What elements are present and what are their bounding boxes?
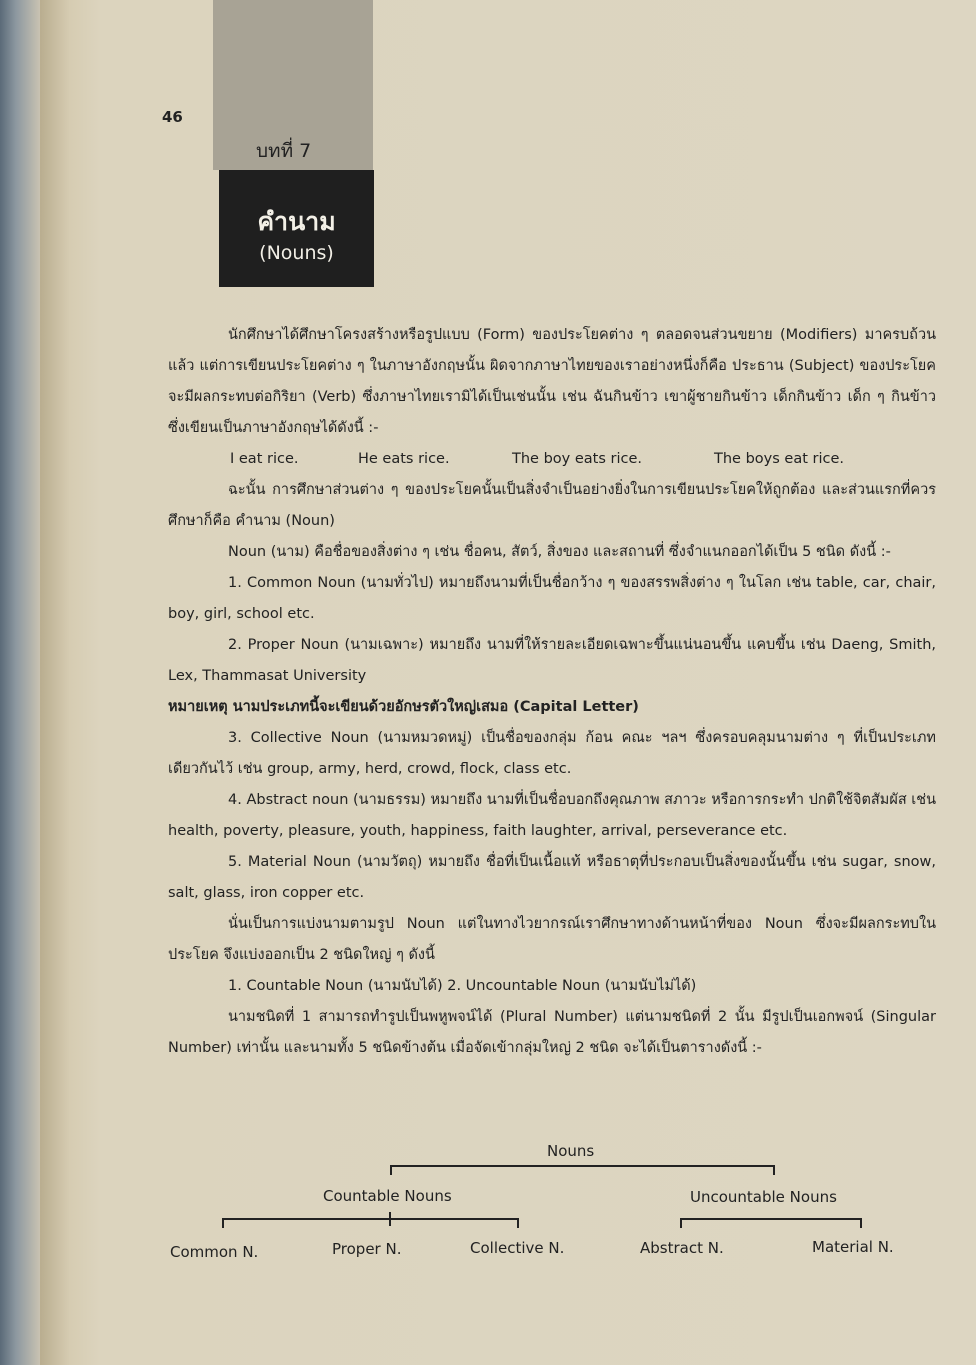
example-sentence: The boys eat rice. [714,451,844,467]
chapter-title-box [219,170,374,287]
chapter-title-thai: คำนาม [257,207,336,236]
grammar-division-paragraph: นั่นเป็นการแบ่งนามตามรูป Noun แต่ในทางไวยากรณ์เราศึกษาทางด้านหน้าที่ของ Noun ซึ่งจะมีผลกระทบในประโยค จึงแบ่งออกเป็น 2 ชนิดใหญ่ ๆ ดังนี้ [168,916,936,963]
chapter-title-english: (Nouns) [259,242,334,264]
body-text [168,320,936,1064]
tree-leaf-collective: Collective N. [470,1239,565,1257]
noun-type-common: 1. Common Noun (นามทั่วไป) หมายถึงนามที่เป็นชื่อกว้าง ๆ ของสรรพสิ่งต่าง ๆ ในโลก เช่น table, car, chair, boy, girl, school etc. [168,575,936,622]
tree-uncountable-label: Uncountable Nouns [690,1188,837,1206]
number-paragraph: นามชนิดที่ 1 สามารถทำรูปเป็นพหูพจน์ได้ (Plural Number) แต่นามชนิดที่ 2 นั้น มีรูปเป็นเอกพจน์ (Singular Number) เท่านั้น และนามทั้ง 5 ชนิดข้างต้น เมื่อจัดเข้ากลุ่มใหญ่ 2 ชนิด จะได้เป็นตารางดังนี้ :- [168,1009,936,1056]
example-sentence: I eat rice. [230,451,299,467]
noun-type-proper: 2. Proper Noun (นามเฉพาะ) หมายถึง นามที่ให้รายละเอียดเฉพาะขึ้นแน่นอนขึ้น แคบขึ้น เช่น Daeng, Smith, Lex, Thammasat University [168,637,936,684]
tree-leaf-material: Material N. [812,1238,894,1256]
noun-type-collective: 3. Collective Noun (นามหมวดหมู่) เป็นชื่อของกลุ่ม ก้อน คณะ ฯลฯ ซึ่งครอบคลุมนามต่าง ๆ ที่เป็นประเภทเดียวกันไว้ เช่น group, army, herd, crowd, flock, class etc. [168,730,936,777]
tree-leaf-proper: Proper N. [332,1240,402,1258]
example-sentences [168,444,936,475]
noun-type-abstract: 4. Abstract noun (นามธรรม) หมายถึง นามที่เป็นชื่อบอกถึงคุณภาพ สภาวะ หรือการกระทำ ปกติใช้จิตสัมผัส เช่น health, poverty, pleasure, youth, happiness, faith laughter, arrival, perseverance etc. [168,792,936,839]
book-spine-edge [0,0,40,1365]
note-capital-letter: หมายเหตุ นามประเภทนี้จะเขียนด้วยอักษรตัวใหญ่เสมอ (Capital Letter) [168,699,639,715]
example-sentence: The boy eats rice. [512,451,642,467]
tree-root-label: Nouns [547,1142,595,1160]
intro-paragraph-1: นักศึกษาได้ศึกษาโครงสร้างหรือรูปแบบ (Form) ของประโยคต่าง ๆ ตลอดจนส่วนขยาย (Modifiers) มาครบถ้วนแล้ว แต่การเขียนประโยคต่าง ๆ ในภาษาอังกฤษนั้น ผิดจากภาษาไทยของเราอย่างหนึ่งก็คือ ประธาน (Subject) ของประโยคจะมีผลกระทบต่อกิริยา (Verb) ซึ่งภาษาไทยเรามิได้เป็นเช่นนั้น เช่น ฉันกินข้าว เขาผู้ชายกินข้าว เด็กกินข้าว เด็ก ๆ กินข้าว ซึ่งเขียนเป็นภาษาอังกฤษได้ดังนี้ :- [168,327,936,436]
intro-paragraph-3: Noun (นาม) คือชื่อของสิ่งต่าง ๆ เช่น ชื่อคน, สัตว์, สิ่งของ และสถานที่ ซึ่งจำแนกออกได้เป็น 5 ชนิด ดังนี้ :- [228,544,891,560]
tree-leaf-common: Common N. [170,1243,259,1261]
main-noun-types: 1. Countable Noun (นามนับได้) 2. Uncountable Noun (นามนับไม่ได้) [228,978,697,994]
tree-leaf-abstract: Abstract N. [640,1239,724,1257]
page-number: 46 [162,108,183,126]
tree-countable-label: Countable Nouns [323,1187,452,1205]
intro-paragraph-2: ฉะนั้น การศึกษาส่วนต่าง ๆ ของประโยคนั้นเป็นสิ่งจำเป็นอย่างยิ่งในการเขียนประโยคให้ถูกต้อง และส่วนแรกที่ควรศึกษาก็คือ คำนาม (Noun) [168,482,936,529]
noun-type-material: 5. Material Noun (นามวัตถุ) หมายถึง ชื่อที่เป็นเนื้อแท้ หรือธาตุที่ประกอบเป็นสิ่งของนั้นขึ้น เช่น sugar, snow, salt, glass, iron copper etc. [168,854,936,901]
example-sentence: He eats rice. [358,451,450,467]
chapter-label: บทที่ 7 [256,140,312,162]
